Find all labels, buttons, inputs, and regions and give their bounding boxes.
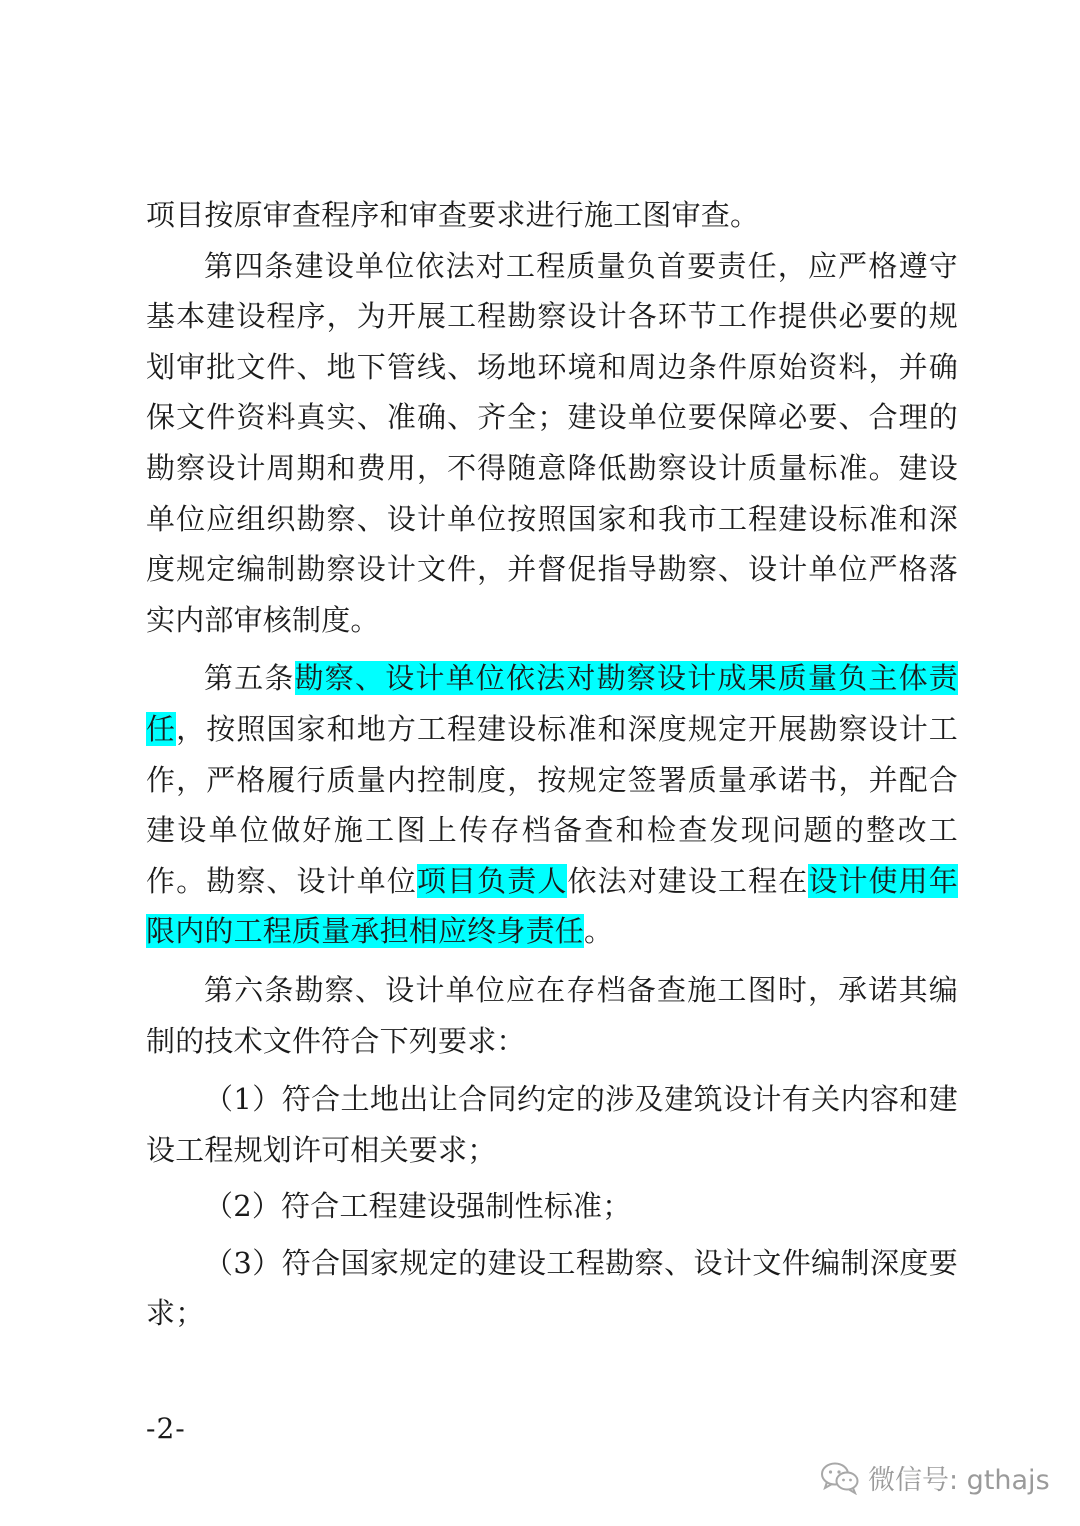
highlight-main-responsibility: 勘察、设计单位依法对勘察设计成果质量负主体责任: [146, 661, 958, 746]
list-item-3: （3）符合国家规定的建设工程勘察、设计文件编制深度要求；: [146, 1245, 958, 1331]
paragraph-article-5: [146, 653, 958, 957]
list-item-2: （2）符合工程建设强制性标准；: [204, 1189, 632, 1224]
article-5-text-1: ，按照国家和地方工程建设标准和深度规定开展勘察设计工作，严格履行质量内控制度，按规定签署质量承诺书，并配合建设单位做好施工图上传存档备查和检查发现问题的整改工作。勘察、设计单位: [146, 711, 958, 898]
article-5-text-3: 。: [584, 914, 614, 949]
paragraph-continuation: 项目按原审查程序和审查要求进行施工图审查。: [146, 198, 760, 232]
paragraph-article-4: 第四条建设单位依法对工程质量负首要责任，应严格遵守基本建设程序，为开展工程勘察设计各环节工作提供必要的规划审批文件、地下管线、场地环境和周边条件原始资料，并确保文件资料真实、准确、齐全；建设单位要保障必要、合理的勘察设计周期和费用，不得随意降低勘察设计质量标准。建设单位应组织勘察、设计单位按照国家和我市工程建设标准和深度规定编制勘察设计文件，并督促指导勘察、设计单位严格落实内部审核制度。: [146, 248, 958, 637]
document-body: [146, 190, 958, 1339]
article-5-heading: 第五条: [204, 661, 295, 696]
wechat-watermark: [820, 1458, 1050, 1497]
article-5-text-2: 依法对建设工程在: [567, 863, 809, 898]
wechat-icon: [820, 1461, 860, 1495]
highlight-lifetime-responsibility: 设计使用年限内的工程质量承担相应终身责任: [146, 863, 958, 949]
page-number: -2-: [146, 1412, 186, 1445]
list-item-1: （1）符合土地出让合同约定的涉及建筑设计有关内容和建设工程规划许可相关要求；: [146, 1082, 958, 1167]
highlight-project-leader: 项目负责人: [416, 863, 568, 898]
paragraph-article-6: 第六条勘察、设计单位应在存档备查施工图时，承诺其编制的技术文件符合下列要求：: [146, 972, 958, 1058]
watermark-text: 微信号: gthajs: [868, 1465, 1050, 1496]
